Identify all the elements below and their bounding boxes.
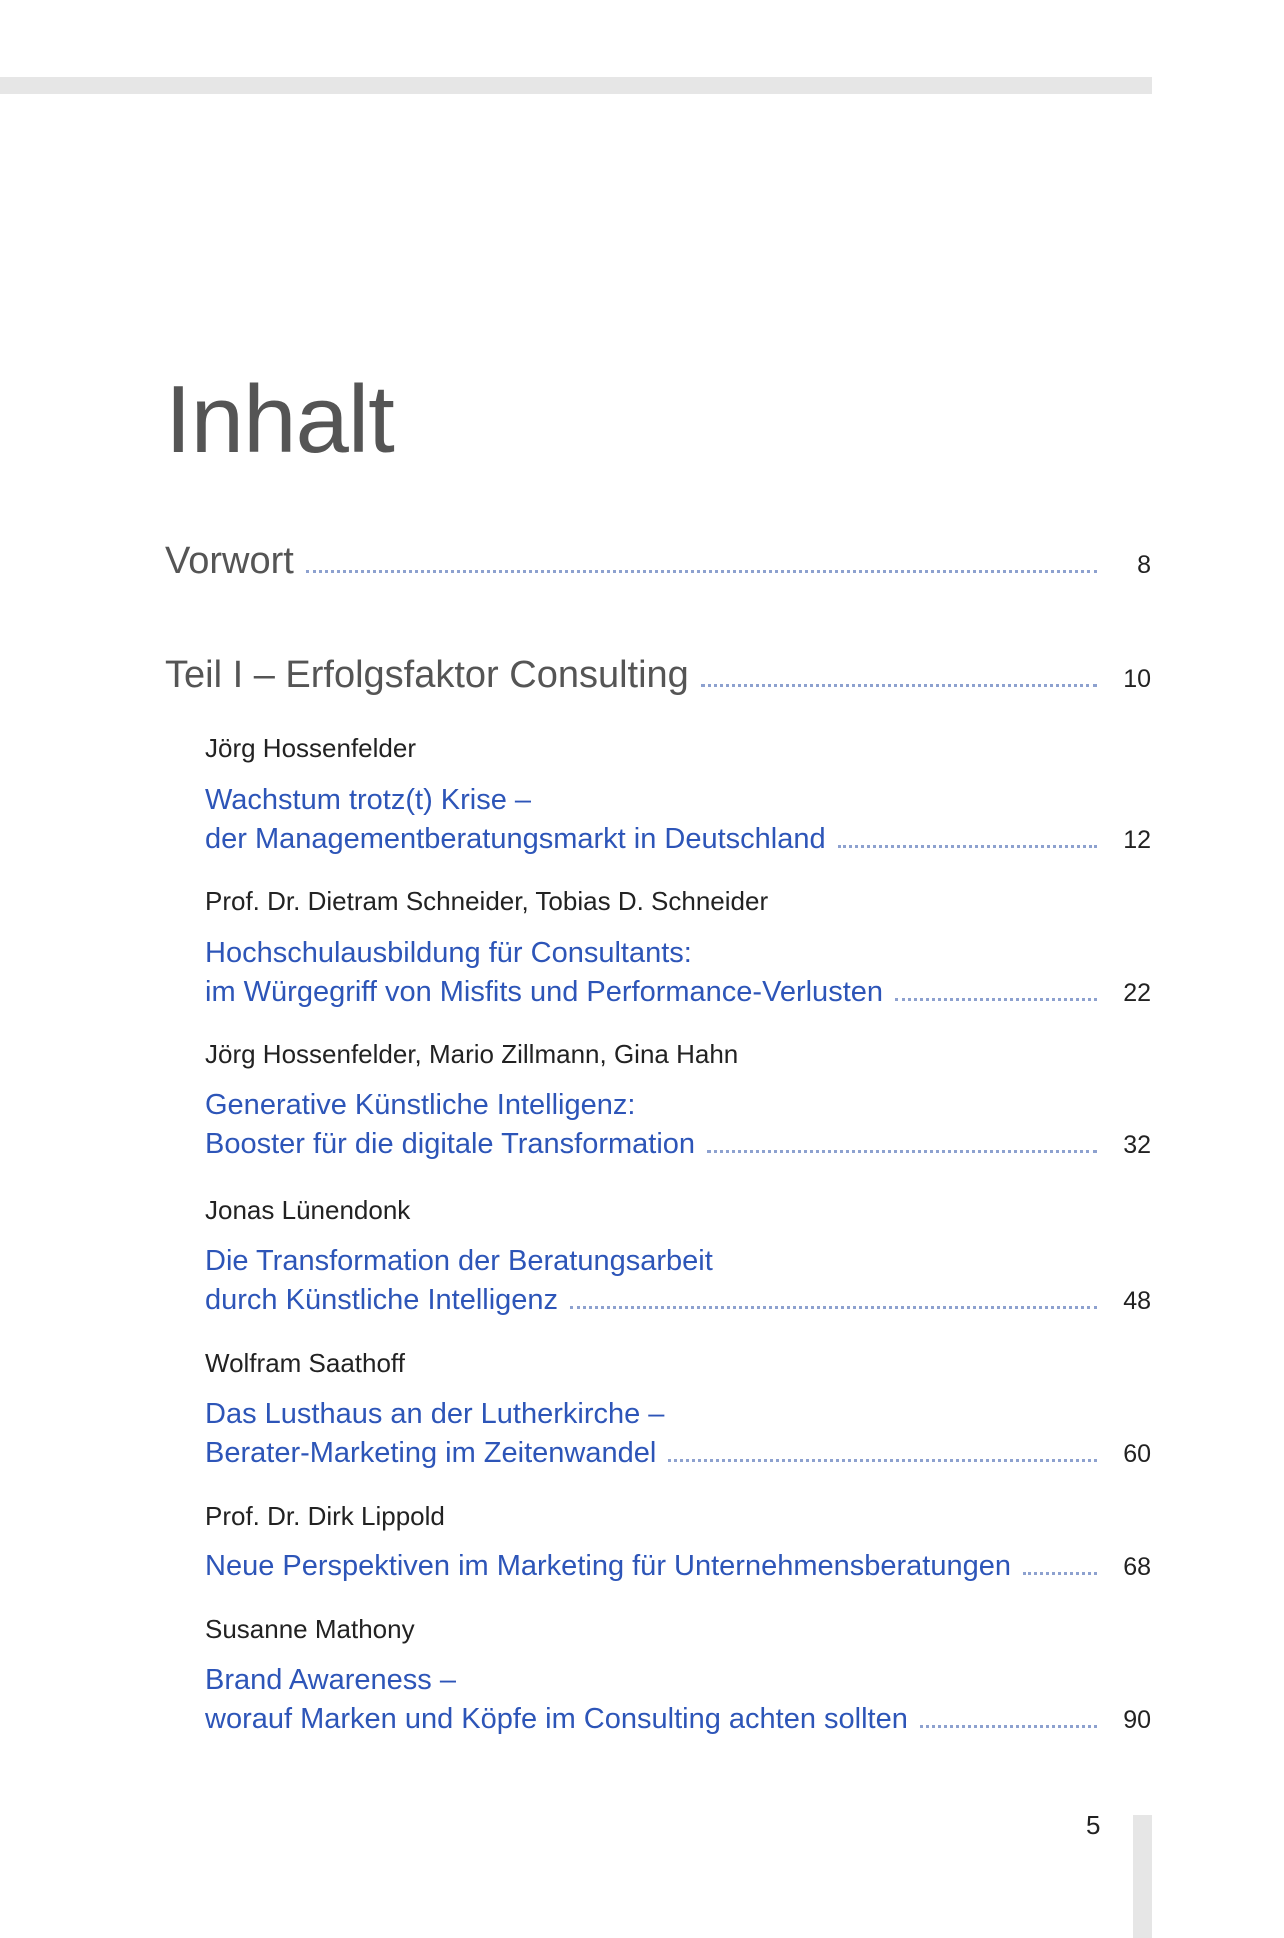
dot-leader <box>895 998 1097 1001</box>
toc-page-number: 68 <box>1123 1553 1151 1581</box>
toc-page-number: 90 <box>1123 1706 1151 1734</box>
dot-leader <box>838 845 1097 848</box>
page-title: Inhalt <box>165 366 394 473</box>
toc-author: Jonas Lünendonk <box>205 1195 411 1225</box>
toc-section-label: Vorwort <box>165 540 294 582</box>
dot-leader <box>920 1725 1097 1728</box>
toc-entry[interactable] <box>205 934 1151 1012</box>
toc-entry[interactable] <box>205 1547 1151 1586</box>
toc-author: Jörg Hossenfelder, Mario Zillmann, Gina Hahn <box>205 1039 739 1069</box>
toc-entry[interactable] <box>205 1395 1151 1473</box>
toc-page-number: 8 <box>1137 551 1151 579</box>
toc-author: Prof. Dr. Dietram Schneider, Tobias D. Schneider <box>205 886 769 916</box>
toc-page-number: 60 <box>1123 1440 1151 1468</box>
toc-entry-title-line2: der Managementberatungsmarkt in Deutschland <box>205 823 826 855</box>
toc-entry-title-line1: Hochschulausbildung für Consultants: <box>205 937 692 969</box>
page-number: 5 <box>1086 1810 1101 1840</box>
toc-entry-title-line2: Neue Perspektiven im Marketing für Unternehmensberatungen <box>205 1550 1011 1582</box>
toc-part-1[interactable] <box>165 654 1151 697</box>
toc-page-number: 32 <box>1123 1131 1151 1159</box>
toc-author: Wolfram Saathoff <box>205 1348 405 1378</box>
toc-section-label: Teil I – Erfolgsfaktor Consulting <box>165 654 689 696</box>
toc-entry-title-line2: durch Künstliche Intelligenz <box>205 1284 559 1316</box>
toc-page-number: 48 <box>1123 1287 1151 1315</box>
toc-entry[interactable] <box>205 781 1151 859</box>
toc-entry-title-line2: Booster für die digitale Transformation <box>205 1128 696 1160</box>
toc-entry-title-line2: worauf Marken und Köpfe im Consulting achten sollten <box>205 1703 908 1735</box>
toc-author: Jörg Hossenfelder <box>205 733 416 763</box>
toc-entry-title-line1: Wachstum trotz(t) Krise – <box>205 784 532 816</box>
toc-entry-title-line1: Brand Awareness – <box>205 1664 456 1696</box>
dot-leader <box>668 1459 1097 1462</box>
toc-entry-title-line1: Generative Künstliche Intelligenz: <box>205 1089 636 1121</box>
toc-author: Susanne Mathony <box>205 1614 415 1644</box>
toc-author: Prof. Dr. Dirk Lippold <box>205 1501 445 1531</box>
toc-vorwort[interactable] <box>165 540 1151 583</box>
toc-entry-title-line1: Das Lusthaus an der Lutherkirche – <box>205 1398 665 1430</box>
toc-entry[interactable] <box>205 1086 1151 1164</box>
toc-entry[interactable] <box>205 1661 1151 1739</box>
toc-entry-title-line2: im Würgegriff von Misfits und Performance-Verlusten <box>205 976 884 1008</box>
dot-leader <box>701 684 1097 687</box>
toc-page-number: 12 <box>1123 826 1151 854</box>
toc-page-number: 22 <box>1123 979 1151 1007</box>
toc-entry-title-line2: Berater-Marketing im Zeitenwandel <box>205 1437 657 1469</box>
toc-page-number: 10 <box>1123 665 1151 693</box>
margin-bar <box>1133 1815 1152 1938</box>
dot-leader <box>707 1150 1097 1153</box>
dot-leader <box>306 570 1097 573</box>
dot-leader <box>1023 1572 1097 1575</box>
toc-entry-title-line1: Die Transformation der Beratungsarbeit <box>205 1245 713 1277</box>
toc-entry[interactable] <box>205 1242 1151 1320</box>
header-rule <box>0 77 1152 94</box>
dot-leader <box>570 1306 1097 1309</box>
